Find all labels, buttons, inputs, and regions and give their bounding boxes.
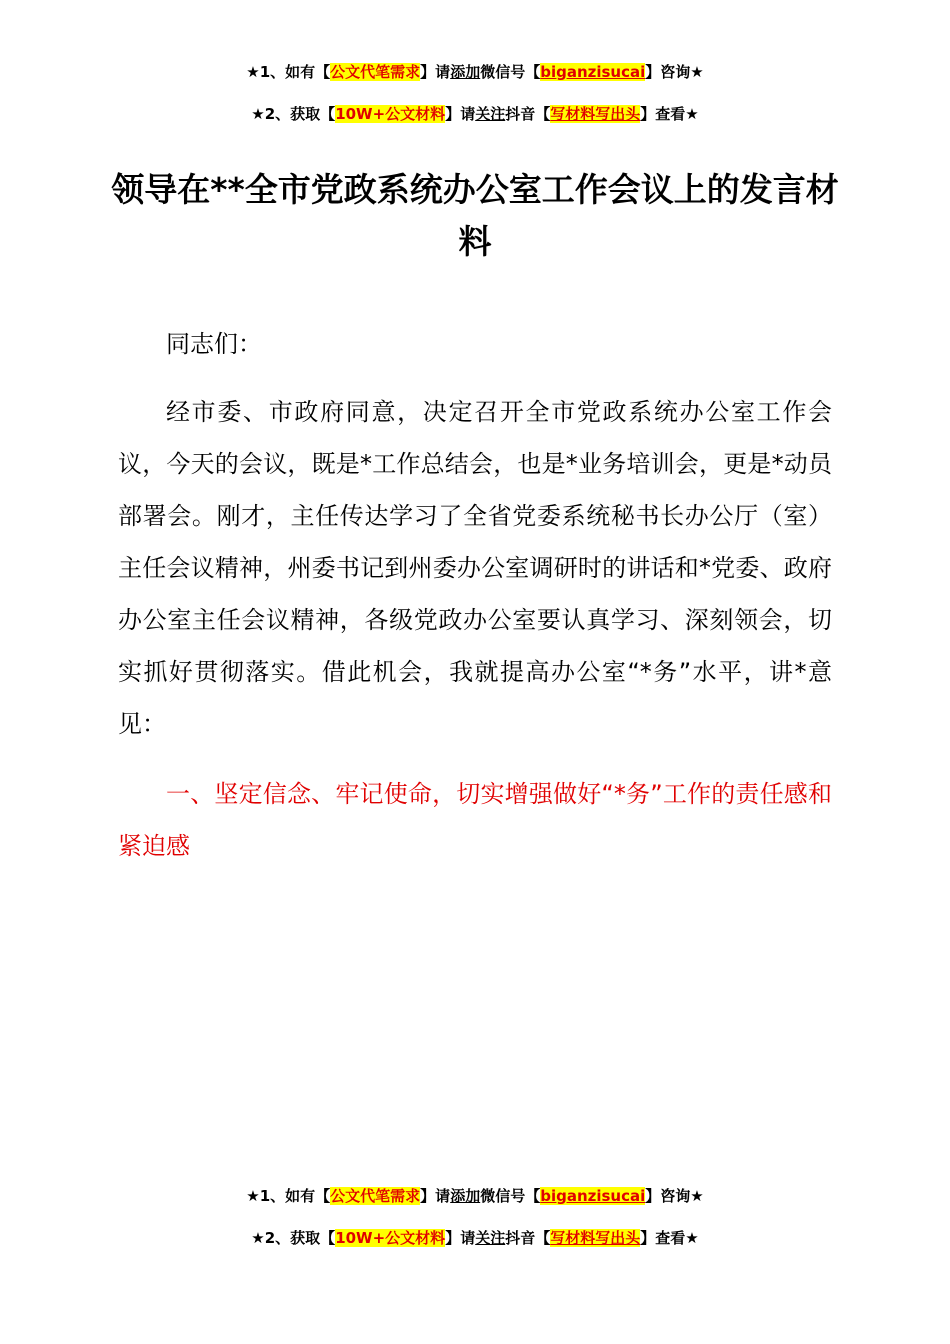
banner-suffix: 】咨询★ <box>645 63 704 81</box>
footer-banner <box>0 1186 950 1248</box>
banner-highlight-service: 公文代笔需求 <box>330 1187 421 1205</box>
banner-text: 抖音【 <box>505 105 551 123</box>
banner-text: 微信号【 <box>480 1187 541 1205</box>
banner-highlight-materials: 10W+公文材料 <box>335 105 446 123</box>
banner-prefix: ★2、获取【 <box>251 105 336 123</box>
banner-highlight-service: 公文代笔需求 <box>330 63 421 81</box>
banner-underlined-text: 添加 <box>450 1187 481 1205</box>
banner-underlined-text: 关注 <box>475 105 506 123</box>
body-paragraph: 经市委、市政府同意，决定召开全市党政系统办公室工作会议，今天的会议，既是*工作总结会，也是*业务培训会，更是*动员部署会。刚才，主任传达学习了全省党委系统秘书长办公厅（室）主任会议精神，州委书记到州委办公室调研时的讲话和*党委、政府办公室主任会议精神，各级党政办公室要认真学习、深刻领会，切实抓好贯彻落实。借此机会，我就提高办公室“*务”水平，讲*意见： <box>118 398 832 738</box>
banner-prefix: ★2、获取【 <box>251 1229 336 1247</box>
banner-highlight-materials: 10W+公文材料 <box>335 1229 446 1247</box>
footer-banner-line-1 <box>0 1186 950 1206</box>
header-banner-line-2 <box>0 104 950 124</box>
banner-prefix: ★1、如有【 <box>246 63 331 81</box>
salutation: 同志们： <box>166 330 262 358</box>
footer-banner-line-2 <box>0 1228 950 1248</box>
banner-prefix: ★1、如有【 <box>246 1187 331 1205</box>
banner-suffix: 】查看★ <box>640 1229 699 1247</box>
banner-suffix: 】咨询★ <box>645 1187 704 1205</box>
banner-text: 】请 <box>420 1187 451 1205</box>
header-banner-line-1 <box>0 62 950 82</box>
banner-text: 抖音【 <box>505 1229 551 1247</box>
banner-highlight-douyin-id: 写材料写出头 <box>550 105 641 123</box>
section-heading: 一、坚定信念、牢记使命，切实增强做好“*务”工作的责任感和紧迫感 <box>118 780 832 860</box>
banner-highlight-wechat-id: biganzisucai <box>540 1187 646 1205</box>
banner-text: 】请 <box>445 105 476 123</box>
banner-text: 】请 <box>445 1229 476 1247</box>
banner-highlight-douyin-id: 写材料写出头 <box>550 1229 641 1247</box>
banner-highlight-wechat-id: biganzisucai <box>540 63 646 81</box>
banner-underlined-text: 关注 <box>475 1229 506 1247</box>
banner-suffix: 】查看★ <box>640 105 699 123</box>
document-title: 领导在**全市党政系统办公室工作会议上的发言材料 <box>111 170 839 261</box>
banner-text: 】请 <box>420 63 451 81</box>
banner-underlined-text: 添加 <box>450 63 481 81</box>
banner-text: 微信号【 <box>480 63 541 81</box>
header-banner <box>0 62 950 124</box>
